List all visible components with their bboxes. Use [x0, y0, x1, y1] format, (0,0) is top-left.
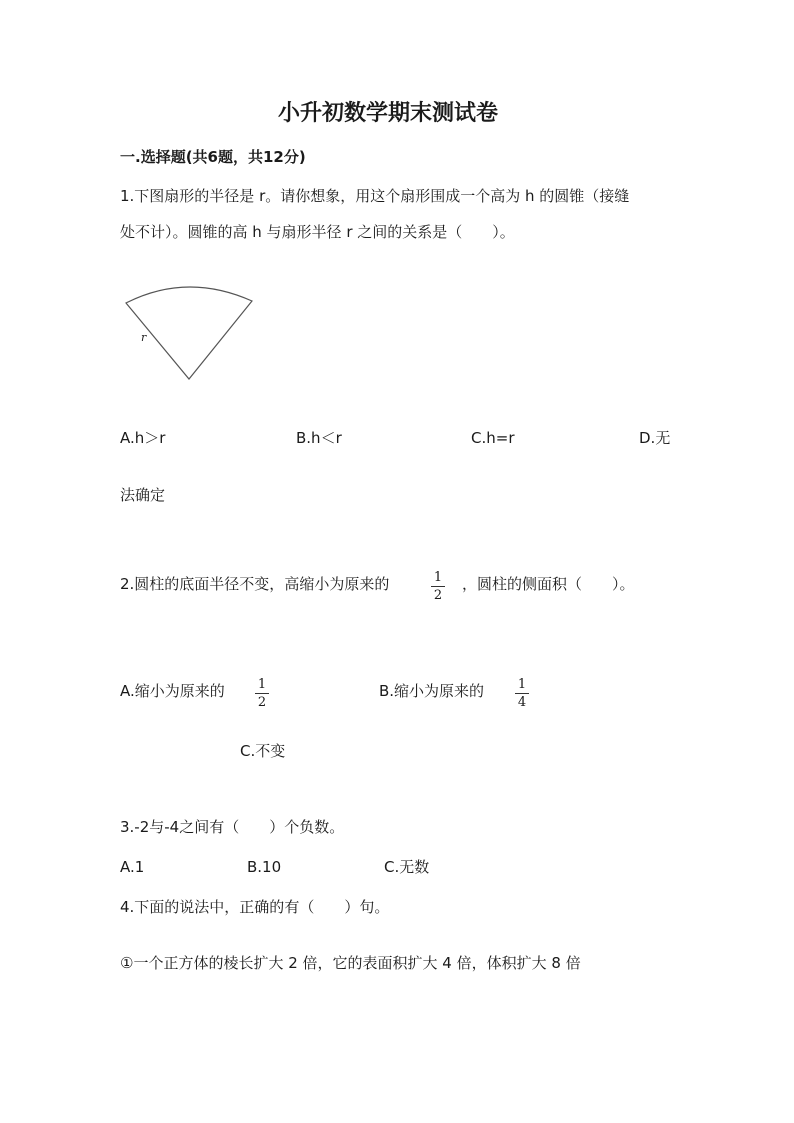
question-1-option-a: A.h＞r — [120, 429, 166, 447]
question-2-fraction — [431, 570, 445, 603]
fraction-bar — [515, 693, 529, 694]
question-1-option-d: D.无 — [639, 429, 671, 447]
question-4-text: 4.下面的说法中，正确的有（ ）句。 — [120, 898, 390, 916]
page-title: 小升初数学期末测试卷 — [278, 100, 499, 126]
fraction-bar — [255, 693, 269, 694]
fraction-numerator: 1 — [517, 677, 527, 692]
question-1-option-b: B.h＜r — [296, 429, 342, 447]
question-2-text: 2.圆柱的底面半径不变，高缩小为原来的 — [120, 575, 390, 593]
fraction-numerator: 1 — [257, 677, 267, 692]
fraction-numerator: 1 — [433, 570, 443, 585]
question-2-text-end: ，圆柱的侧面积（ ）。 — [462, 575, 635, 593]
question-2-option-a-fraction — [255, 677, 269, 710]
fraction-denominator: 2 — [433, 588, 443, 603]
section-heading: 一.选择题(共6题，共12分) — [120, 148, 306, 166]
question-3-option-a: A.1 — [120, 858, 145, 876]
question-1-line-2: 处不计）。圆锥的高 h 与扇形半径 r 之间的关系是（ ）。 — [120, 223, 515, 241]
question-3-text: 3.-2与-4之间有（ ）个负数。 — [120, 818, 345, 836]
fraction-bar — [431, 586, 445, 587]
question-3-option-c: C.无数 — [384, 858, 430, 876]
sector-radius-label: r — [141, 331, 147, 344]
question-1-option-d-continued: 法确定 — [120, 486, 166, 504]
question-2-option-c: C.不变 — [240, 742, 286, 760]
question-1-option-c: C.h=r — [471, 429, 515, 447]
fraction-denominator: 2 — [257, 695, 267, 710]
question-1-line-1: 1.下图扇形的半径是 r。请你想象，用这个扇形围成一个高为 h 的圆锥（接缝 — [120, 187, 630, 205]
question-2-option-b: B.缩小为原来的 — [379, 682, 485, 700]
question-2-option-b-fraction — [515, 677, 529, 710]
question-3-option-b: B.10 — [247, 858, 282, 876]
sector-figure — [120, 276, 260, 384]
question-4-statement-1: ①一个正方体的棱长扩大 2 倍，它的表面积扩大 4 倍，体积扩大 8 倍 — [120, 954, 581, 972]
fraction-denominator: 4 — [517, 695, 527, 710]
question-2-option-a: A.缩小为原来的 — [120, 682, 225, 700]
